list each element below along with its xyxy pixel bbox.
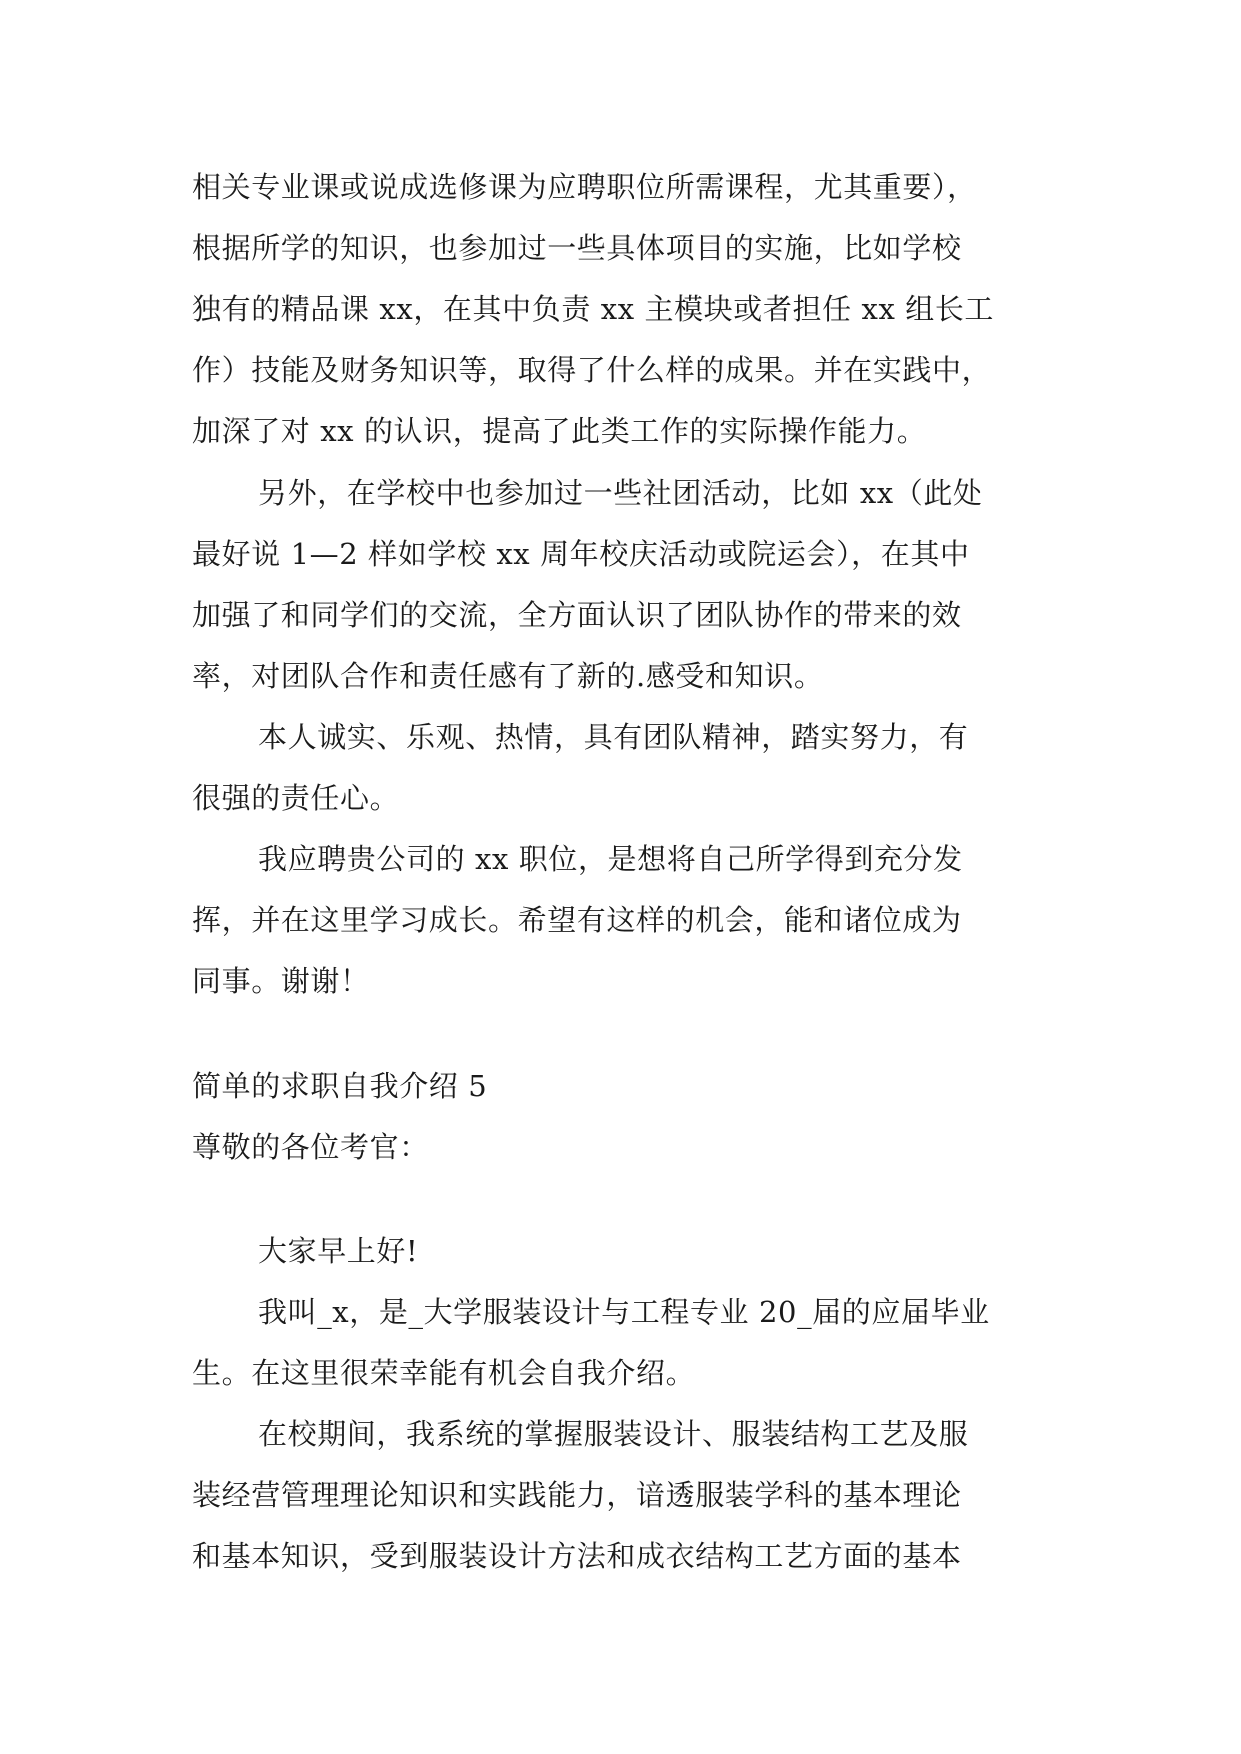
- salutation: 尊敬的各位考官：: [192, 1130, 429, 1164]
- text-line: 在校期间，我系统的掌握服装设计、服装结构工艺及服: [258, 1417, 969, 1451]
- text-line: 另外，在学校中也参加过一些社团活动，比如 xx（此处: [258, 476, 983, 510]
- greeting: 大家早上好!: [258, 1234, 419, 1268]
- text-line: 和基本知识，受到服装设计方法和成衣结构工艺方面的基本: [192, 1539, 962, 1573]
- text-line: 加强了和同学们的交流，全方面认识了团队协作的带来的效: [192, 598, 962, 632]
- text-line: 根据所学的知识，也参加过一些具体项目的实施，比如学校: [192, 231, 962, 265]
- section-title: 简单的求职自我介绍 5: [192, 1069, 488, 1103]
- text-line: 同事。谢谢！: [192, 964, 370, 998]
- text-line: 装经营管理理论知识和实践能力，谙透服装学科的基本理论: [192, 1478, 962, 1512]
- text-line: 挥，并在这里学习成长。希望有这样的机会，能和诸位成为: [192, 903, 962, 937]
- text-line: 相关专业课或说成选修课为应聘职位所需课程，尤其重要），: [192, 170, 977, 204]
- text-line: 生。在这里很荣幸能有机会自我介绍。: [192, 1356, 696, 1390]
- text-line: 我应聘贵公司的 xx 职位，是想将自己所学得到充分发: [258, 842, 963, 876]
- text-line: 本人诚实、乐观、热情，具有团队精神，踏实努力，有: [258, 720, 969, 754]
- text-line: 很强的责任心。: [192, 781, 400, 815]
- text-line: 独有的精品课 xx，在其中负责 xx 主模块或者担任 xx 组长工: [192, 292, 995, 326]
- text-line: 作）技能及财务知识等，取得了什么样的成果。并在实践中，: [192, 353, 992, 387]
- text-line: 率，对团队合作和责任感有了新的.感受和知识。: [192, 659, 824, 693]
- text-line: 我叫_x，是_大学服装设计与工程专业 20_届的应届毕业: [258, 1295, 990, 1329]
- text-line: 最好说 1—2 样如学校 xx 周年校庆活动或院运会），在其中: [192, 537, 970, 571]
- text-line: 加深了对 xx 的认识，提高了此类工作的实际操作能力。: [192, 414, 927, 448]
